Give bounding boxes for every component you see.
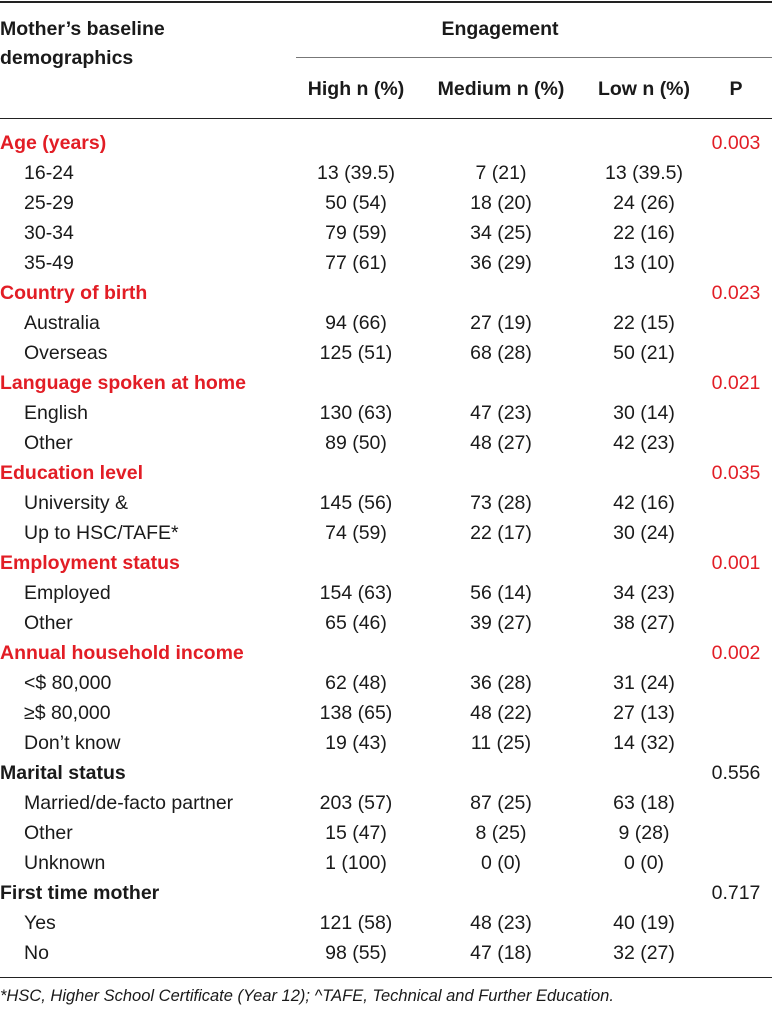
row-high: 130 (63) [319, 402, 393, 424]
row-high: 13 (39.5) [316, 162, 396, 184]
row-low: 14 (32) [613, 732, 675, 754]
section-p-value: 0.003 [711, 132, 761, 154]
row-medium: 47 (23) [470, 402, 532, 424]
section-title: Marital status [0, 762, 126, 784]
row-low: 24 (26) [613, 192, 675, 214]
footnote: *HSC, Higher School Certificate (Year 12); ^TAFE, Technical and Further Education. [0, 987, 614, 1005]
section-title: Annual household income [0, 642, 244, 664]
row-label: Other [24, 612, 73, 634]
row-high: 203 (57) [319, 792, 393, 814]
row-high: 62 (48) [325, 672, 387, 694]
row-medium: 7 (21) [475, 162, 527, 184]
row-medium: 47 (18) [470, 942, 532, 964]
row-low: 27 (13) [613, 702, 675, 724]
row-label: Other [24, 432, 73, 454]
row-low: 32 (27) [613, 942, 675, 964]
row-label: Unknown [24, 852, 106, 874]
row-medium: 36 (29) [470, 252, 532, 274]
row-low: 22 (16) [613, 222, 675, 244]
row-low: 9 (28) [618, 822, 670, 844]
row-label: 25-29 [24, 192, 74, 214]
row-medium: 11 (25) [470, 732, 532, 754]
row-low: 31 (24) [613, 672, 675, 694]
row-low: 34 (23) [613, 582, 675, 604]
row-low: 38 (27) [613, 612, 675, 634]
section-title: Education level [0, 462, 144, 484]
row-medium: 8 (25) [475, 822, 527, 844]
row-high: 138 (65) [319, 702, 393, 724]
row-high: 94 (66) [325, 312, 387, 334]
row-label: <$ 80,000 [24, 672, 112, 694]
row-label: Don’t know [24, 732, 121, 754]
row-label: Yes [24, 912, 56, 934]
row-label: 16-24 [24, 162, 74, 184]
row-medium: 56 (14) [470, 582, 532, 604]
row-high: 1 (100) [325, 852, 387, 874]
row-label: 30-34 [24, 222, 74, 244]
section-p-value: 0.035 [711, 462, 761, 484]
header-low: Low n (%) [597, 78, 691, 100]
row-medium: 48 (23) [470, 912, 532, 934]
row-label: Other [24, 822, 73, 844]
row-low: 42 (16) [613, 492, 675, 514]
row-medium: 18 (20) [470, 192, 532, 214]
section-title: Country of birth [0, 282, 148, 304]
row-low: 0 (0) [623, 852, 665, 874]
header-rule [0, 118, 772, 119]
row-label: ≥$ 80,000 [24, 702, 111, 724]
row-label: Up to HSC/TAFE* [24, 522, 179, 544]
row-low: 13 (39.5) [604, 162, 684, 184]
header-p: P [729, 78, 743, 100]
row-low: 30 (24) [613, 522, 675, 544]
header-col1-line1: Mother’s baseline [0, 18, 165, 40]
engagement-rule [296, 57, 772, 58]
section-p-value: 0.002 [711, 642, 761, 664]
row-medium: 48 (27) [470, 432, 532, 454]
row-medium: 27 (19) [470, 312, 532, 334]
row-label: University & [24, 492, 129, 514]
row-medium: 36 (28) [470, 672, 532, 694]
bottom-rule [0, 977, 772, 978]
row-medium: 0 (0) [480, 852, 522, 874]
row-low: 30 (14) [613, 402, 675, 424]
section-p-value: 0.023 [711, 282, 761, 304]
row-label: Australia [24, 312, 100, 334]
header-medium: Medium n (%) [437, 78, 565, 100]
section-title: Age (years) [0, 132, 107, 154]
row-label: Employed [24, 582, 111, 604]
header-engagement: Engagement [441, 18, 559, 40]
row-high: 77 (61) [325, 252, 387, 274]
row-high: 19 (43) [325, 732, 387, 754]
row-high: 15 (47) [325, 822, 387, 844]
row-high: 145 (56) [319, 492, 393, 514]
row-low: 40 (19) [613, 912, 675, 934]
section-title: Language spoken at home [0, 372, 246, 394]
section-title: First time mother [0, 882, 160, 904]
row-high: 89 (50) [325, 432, 387, 454]
row-high: 50 (54) [325, 192, 387, 214]
row-low: 63 (18) [613, 792, 675, 814]
row-medium: 39 (27) [470, 612, 532, 634]
header-high: High n (%) [307, 78, 405, 100]
row-low: 42 (23) [613, 432, 675, 454]
top-rule [0, 1, 772, 3]
header-col1-line2: demographics [0, 47, 134, 69]
section-p-value: 0.717 [711, 882, 761, 904]
row-high: 125 (51) [319, 342, 393, 364]
section-p-value: 0.001 [711, 552, 761, 574]
row-medium: 68 (28) [470, 342, 532, 364]
row-high: 79 (59) [325, 222, 387, 244]
row-label: Married/de-facto partner [24, 792, 234, 814]
row-medium: 22 (17) [470, 522, 532, 544]
row-high: 154 (63) [319, 582, 393, 604]
row-medium: 73 (28) [470, 492, 532, 514]
row-medium: 87 (25) [470, 792, 532, 814]
row-high: 74 (59) [325, 522, 387, 544]
row-high: 98 (55) [325, 942, 387, 964]
row-label: English [24, 402, 88, 424]
row-low: 50 (21) [613, 342, 675, 364]
row-label: 35-49 [24, 252, 74, 274]
row-low: 22 (15) [613, 312, 675, 334]
section-p-value: 0.021 [711, 372, 761, 394]
row-high: 121 (58) [319, 912, 393, 934]
section-p-value: 0.556 [711, 762, 761, 784]
row-label: No [24, 942, 49, 964]
row-label: Overseas [24, 342, 108, 364]
section-title: Employment status [0, 552, 180, 574]
row-medium: 34 (25) [470, 222, 532, 244]
row-low: 13 (10) [613, 252, 675, 274]
row-medium: 48 (22) [470, 702, 532, 724]
row-high: 65 (46) [325, 612, 387, 634]
